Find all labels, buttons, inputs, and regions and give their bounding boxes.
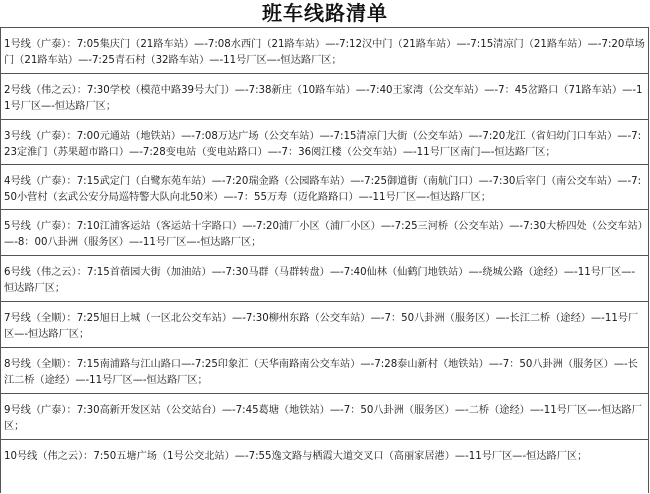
route-row-1 <box>1 28 648 74</box>
route-text: 9号线（广泰）：7:30高新开发区站（公交站台）—-7:45葛塘（地铁站）—-7：50八卦洲（服务区）—-二桥（途经）—-11号厂区—-恒达路厂区； <box>4 405 642 432</box>
route-text: 3号线（广泰）：7:00元通站（地铁站）—-7:08万达广场（公交车站）—-7:15清凉门大街（公交车站）—-7:20龙江（省妇幼门口车站）—-7:23定淮门（苏果超市路口）—-7:28变电站（变电站路口）—-7：36阅江楼（公交车站）—-11号厂区南门—-恒达路厂区； <box>4 131 642 158</box>
route-row-7 <box>1 302 648 348</box>
route-row-10 <box>1 440 648 494</box>
route-row-8 <box>1 348 648 394</box>
route-row-2 <box>1 74 648 120</box>
route-text: 7号线（全顺）：7:25旭日上城（一区北公交车站）—-7:30柳州东路（公交车站）—-7：50八卦洲（服务区）—-长江二桥（途经）—-11号厂区—-恒达路厂区； <box>4 313 639 340</box>
route-row-3 <box>1 120 648 165</box>
route-row-4 <box>1 165 648 210</box>
route-text: 1号线（广泰）：7:05集庆门（21路车站）—-7:08水西门（21路车站）—-7:12汉中门（21路车站）—-7:15清凉门（21路车站）—-7:20草场门（21路车站）—-7:25青石村（32路车站）—-11号厂区—-恒达路厂区； <box>4 39 645 66</box>
route-text: 6号线（伟之云）：7:15首蓿园大街（加油站）—-7:30马群（马群转盘）—-7:40仙林（仙鹤门地铁站）—-绕城公路（途经）—-11号厂区—-恒达路厂区； <box>4 267 636 294</box>
route-text: 5号线（广泰）：7:10江浦客运站（客运站十字路口）—-7:20浦厂小区（浦厂小区）—-7:25三河桥（公交车站）—-7:30大桥四处（公交车站）—-8：00八卦洲（服务区）—-11号厂区—-恒达路厂区； <box>4 221 643 248</box>
route-text: 8号线（全顺）：7:15南浦路与江山路口—-7:25印象汇（天华南路南公交车站）—-7:28泰山新村（地铁站）—-7：50八卦洲（服务区）—-长江二桥（途经）—-11号厂区—-恒达路厂区； <box>4 359 638 386</box>
route-row-6 <box>1 256 648 302</box>
route-text: 2号线（伟之云）：7:30学校（模范中路39号大门）—-7:38新庄（10路车站）—-7:40王家湾（公交车站）—-7：45岔路口（71路车站）—-11号厂区—-恒达路厂区； <box>4 85 643 112</box>
route-table <box>0 27 649 493</box>
route-text: 4号线（广泰）：7:15武定门（白鹭东苑车站）—-7:20瑞金路（公园路车站）—-7:25御道街（南航门口）—-7:30后宰门（南公交车站）—-7:50小营村（玄武公安分局巡特警大队向北50米）—-7：55万寿（迈化路路口）—-11号厂区—-恒达路厂区； <box>4 176 642 203</box>
route-row-5 <box>1 210 648 256</box>
route-row-9 <box>1 394 648 440</box>
page-title: 班车线路清单 <box>262 1 388 25</box>
route-text: 10号线（伟之云）：7:50五塘广场（1号公交北站）—-7:55逸文路与栖霞大道交叉口（高丽家居港）—-11号厂区—-恒达路厂区； <box>4 451 588 462</box>
